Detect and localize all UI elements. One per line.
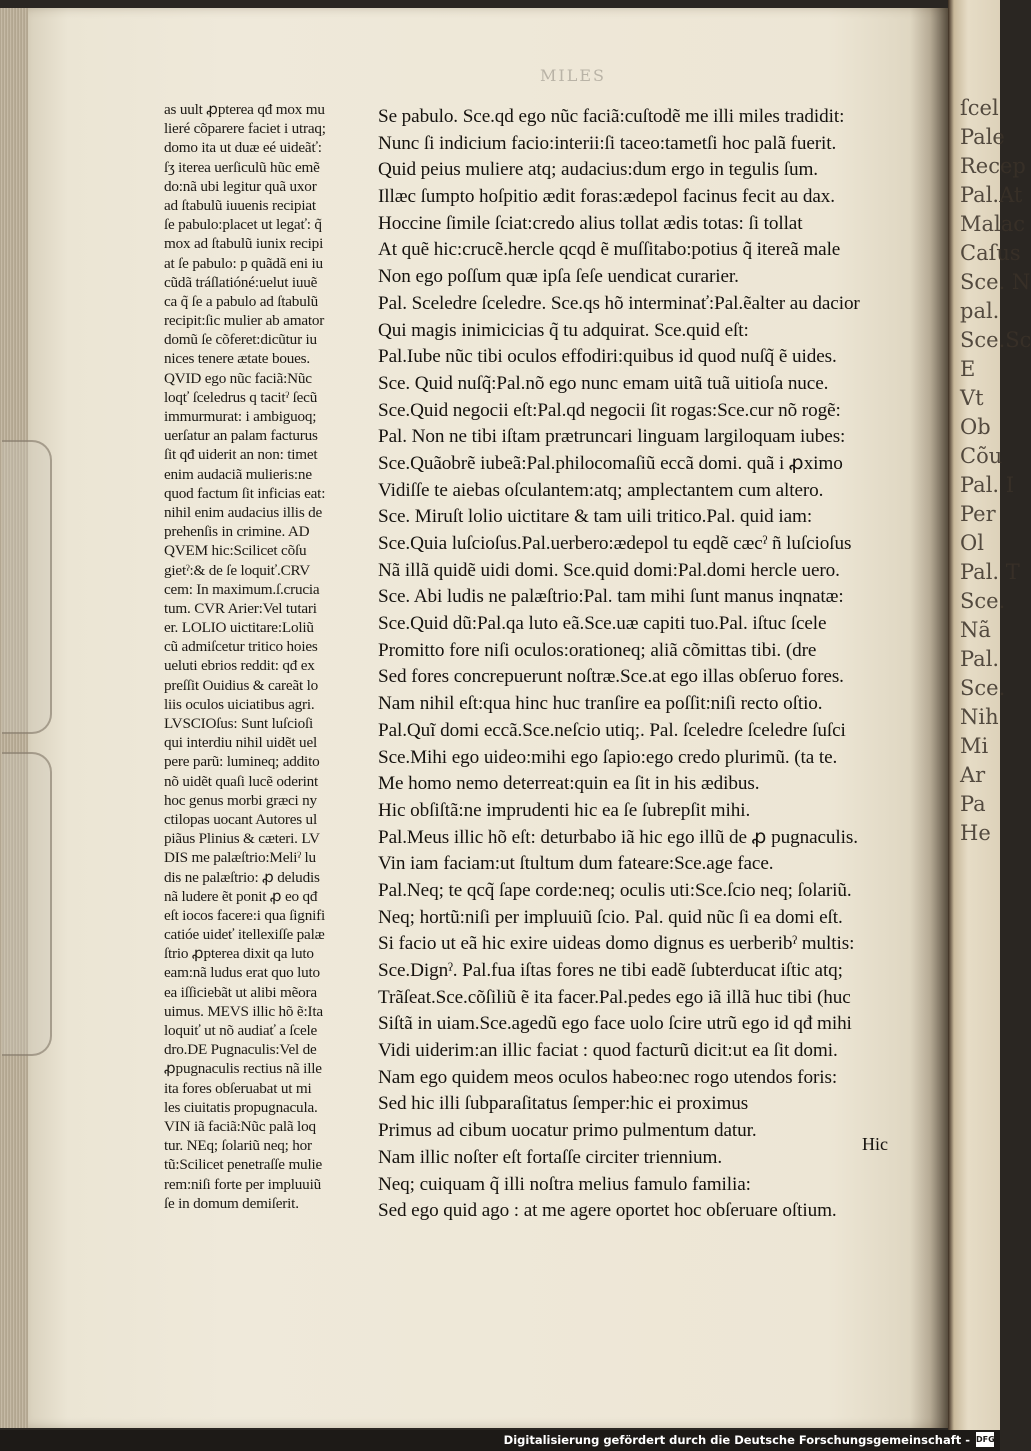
text-line: Sce.Quia luſcioſus.Pal.uerbero:ædepol tu eqdẽ cæcˀ ñ luſcioſus xyxy=(378,533,852,554)
text-line: Qui magis inimicicias q̃ tu adquirat. Sce.quid eſt: xyxy=(378,319,749,341)
facing-page-line: Pal.At xyxy=(960,183,1023,207)
text-line: Sce. Quid nuſq̃:Pal.nõ ego nunc emam uitã tuã uitioſa nuce. xyxy=(378,372,829,394)
facing-page-line: Per xyxy=(960,502,996,526)
commentary-line: ſʒ iterea uerſiculũ hũc emẽ xyxy=(164,158,320,176)
facing-page-line: Sce. N xyxy=(960,270,1031,294)
facing-page-line: Ob xyxy=(960,415,991,439)
text-line: Vidi uiderim:an illic faciat : quod facturũ dicit:ut ea ſit domi. xyxy=(378,1040,838,1062)
commentary-line: ueluti ebrios reddit: qđ ex xyxy=(164,657,315,675)
commentary-line: ꝓpugnaculis rectius nã ille xyxy=(164,1060,322,1078)
text-line: Nam illic noſter eſt fortaſſe circiter triennium. xyxy=(378,1146,723,1168)
commentary-line: lieré cõparere faciet i utraq; xyxy=(164,120,326,138)
facing-page-line: Pal. I xyxy=(960,473,1015,497)
commentary-line: immurmurat: i ambiguoq; xyxy=(164,408,317,425)
facing-page-line: He xyxy=(960,821,991,845)
text-line: Sce.Quid negocii eſt:Pal.qd negocii ſit rogas:Sce.cur nõ rogẽ: xyxy=(378,399,841,421)
facing-page-line: Sce.Sc xyxy=(960,328,1031,352)
facing-page-line: Nã xyxy=(960,618,991,642)
commentary-line: at ſe pabulo: p quãdã eni iu xyxy=(164,254,323,272)
text-line: Illæc ſumpto hoſpitio ædit foras:ædepol facinus fecit au dax. xyxy=(378,186,835,208)
facing-page-line: E xyxy=(960,357,976,381)
text-line: Neq; hortũ:niſi per impluuiũ ſcio. Pal. quid nũc ſi ea domi eſt. xyxy=(378,906,843,928)
commentary-line: piãus Plinius & cæteri. LV xyxy=(164,830,320,848)
commentary-line: tur. NEq; ſolariũ neq; hor xyxy=(164,1137,312,1155)
commentary-line: dro.DE Pugnaculis:Vel de xyxy=(164,1041,317,1059)
commentary-line: rem:niſi forte per impluuiũ xyxy=(164,1175,321,1193)
commentary-line: QVEM hic:Scilicet cõſu xyxy=(164,542,307,560)
text-line: Pal.Quĩ domi eccã.Sce.neſcio utiq;. Pal. ſceledre ſceledre ſuſci xyxy=(378,719,846,741)
text-line: Se pabulo. Sce.qd ego nũc faciã:cuſtodẽ me illi miles tradidit: xyxy=(378,106,845,127)
text-line: Sed fores concrepuerunt noſtræ.Sce.at ego illas obſeruo fores. xyxy=(378,666,844,688)
commentary-line: enim audaciã mulieris:ne xyxy=(164,465,312,483)
commentary-line: nices tenere ætate boues. xyxy=(164,350,310,368)
facing-page-line: Pal. xyxy=(960,647,1000,671)
commentary-line: VIN iã faciã:Nũc palã loq xyxy=(164,1117,316,1135)
commentary-line: do:nã ubi legitur quã uxor xyxy=(164,177,317,195)
text-line: Pal. Non ne tibi iſtam prætruncari linguam largiloquam iubes: xyxy=(378,426,846,448)
commentary-line: pere parũ: lumineq; addito xyxy=(164,753,320,771)
commentary-line: hoc genus morbi græci ny xyxy=(164,791,317,809)
commentary-line: liis oculos uiciatibus agri. xyxy=(164,695,315,713)
dfg-logo-icon: DFG xyxy=(976,1432,994,1447)
commentary-line: ſtrio ꝓpterea dixit qa luto xyxy=(164,945,314,963)
text-line: Sce.Quid dũ:Pal.qa luto eã.Sce.uæ capiti tuo.Pal. iſtuc ſcele xyxy=(378,613,827,635)
text-line: Trãſeat.Sce.cõſiliũ ẽ ita facer.Pal.pedes ego iã illã huc tibi (huc xyxy=(378,986,851,1008)
footer-bar xyxy=(0,1430,1000,1451)
facing-page-line: ſcel xyxy=(960,96,999,120)
text-line: Sce. Abi ludis ne palæſtrio:Pal. tam mihi ſunt manus inqnatæ: xyxy=(378,586,844,608)
commentary-line: QVID ego nũc faciã:Nũc xyxy=(164,369,312,387)
text-line: Si facio ut eã hic exire uideas domo dignus es uerberibˀ multis: xyxy=(378,933,855,955)
commentary-line: cũ admiſcetur tritico hoies xyxy=(164,638,318,656)
text-line: Me homo nemo deterreat:quin ea ſit in his ædibus. xyxy=(378,773,760,795)
clip-mark xyxy=(2,752,52,1056)
commentary-line: qui interdiu nihil uidẽt uel xyxy=(164,734,318,752)
commentary-line: uimus. MEVS illic hõ ẽ:Ita xyxy=(164,1002,323,1020)
commentary-line: DIS me palæſtrio:Meliˀ lu xyxy=(164,849,316,867)
facing-page-line: Cõu xyxy=(960,444,1003,468)
text-line: Nã illã quidẽ uidi domi. Sce.quid domi:Pal.domi hercle uero. xyxy=(378,559,840,581)
text-line: At quẽ hic:crucẽ.hercle qcqd ẽ muſſitabo:potius q̃ itereã male xyxy=(378,239,841,261)
text-line: Pal.Neq; te qcq̃ ſape corde:neq; oculis uti:Sce.ſcio neq; ſolariũ. xyxy=(378,879,852,901)
commentary-line: prehenſis in crimine. AD xyxy=(164,523,310,541)
text-line: Vidiſſe te aiebas oſculantem:atq; amplectantem cum altero. xyxy=(378,479,824,501)
facing-page-line: Recep xyxy=(960,154,1026,178)
text-line: Non ego poſſum quæ ipſa ſeſe uendicat curarier. xyxy=(378,266,739,288)
commentary-line: loquiť ut nõ audiať a ſcele xyxy=(164,1022,318,1039)
footer-credit: Digitalisierung gefördert durch die Deutsche Forschungsgemeinschaft - xyxy=(503,1433,970,1447)
facing-page-line: Ar xyxy=(960,763,986,787)
text-line: Promitto fore niſi oculos:orationeq; aliã cõmittas tibi. (dre xyxy=(378,639,817,661)
commentary-line: as uult ꝓpterea qđ mox mu xyxy=(164,101,325,118)
commentary-line: mox ad ſtabulũ iunix recipi xyxy=(164,235,324,253)
commentary-line: cũdã tráſlatióné:uelut iuuẽ xyxy=(164,273,318,291)
facing-page-line: pal. xyxy=(960,299,1000,323)
facing-page-line: Pal. T xyxy=(960,560,1020,584)
facing-page-line: Vt xyxy=(960,386,984,410)
commentary-line: uerſatur an palam facturus xyxy=(164,427,318,445)
commentary-line: domũ ſe cõferet:dicũtur iu xyxy=(164,331,317,349)
text-line: Primus ad cibum uocatur primo pulmentum datur. xyxy=(378,1120,757,1142)
text-line: Sed hic illi ſubparaſitatus ſemper:hic ei proximus xyxy=(378,1093,749,1115)
facing-page xyxy=(948,0,1031,1430)
commentary-line: nõ uidẽt quaſi lucẽ oderint xyxy=(164,772,319,790)
text-line: Neq; cuiquam q̃ illi noſtra melius famulo familia: xyxy=(378,1173,751,1195)
text-line: Sce.Mihi ego uideo:mihi ego ſapio:ego credo plurimũ. (ta te. xyxy=(378,746,838,768)
commentary-line: ca q̃ ſe a pabulo ad ſtabulũ xyxy=(164,292,319,310)
text-line: Pal.Iube nũc tibi oculos effodiri:quibus id quod nuſq̃ ẽ uides. xyxy=(378,346,837,368)
commentary-line: er. LOLIO uictitare:Loliũ xyxy=(164,619,314,637)
text-line: Pal.Meus illic hõ eſt: deturbabo iã hic ego illũ de ꝓ pugnaculis. xyxy=(378,826,858,848)
commentary-line: tũ:Scilicet penetraſſe mulie xyxy=(164,1156,323,1174)
text-line: Pal. Sceledre ſceledre. Sce.qs hõ interminať:Pal.ẽalter au dacior xyxy=(378,292,860,314)
commentary-line: eam:nã ludus erat quo luto xyxy=(164,964,320,982)
commentary-line: catióe uideť itellexiſſe palæ xyxy=(164,926,325,944)
commentary-line: cem: In maximum.ſ.crucia xyxy=(164,580,320,598)
text-line: Quid peius muliere atq; audacius:dum ergo in tegulis ſum. xyxy=(378,159,818,181)
text-line: Sce. Miruſt lolio uictitare & tam uili tritico.Pal. quid iam: xyxy=(378,506,813,528)
main-text-column xyxy=(378,104,918,1225)
commentary-line: ſe in domum demiſerit. xyxy=(164,1194,299,1212)
commentary-line: eſt iocos facere:i qua ſignifi xyxy=(164,906,325,924)
commentary-line: quod factum ſit inficias eat: xyxy=(164,484,326,502)
facing-page-line: Malac xyxy=(960,212,1026,236)
text-line: Nam ego quidem meos oculos habeo:nec rogo utendos foris: xyxy=(378,1066,838,1088)
commentary-line: nihil enim audacius illis de xyxy=(164,503,323,521)
commentary-line: ita fores obſeruabat ut mi xyxy=(164,1079,312,1097)
facing-page-line: Pale xyxy=(960,125,1005,149)
facing-page-line: Mi xyxy=(960,734,989,758)
commentary-line: ad ſtabulũ iuuenis recipiat xyxy=(164,196,316,214)
commentary-line: LVSCIOſus: Sunt luſcioſi xyxy=(164,715,314,732)
text-line: Sed ego quid ago : at me agere oportet hoc obſeruare oſtium. xyxy=(378,1200,837,1222)
facing-page-line: Sce. xyxy=(960,589,1006,613)
facing-page-line: Sce. xyxy=(960,676,1006,700)
text-line: Sce.Dignˀ. Pal.fua iſtas fores ne tibi eadẽ ſubterducat iſtic atq; xyxy=(378,960,843,981)
commentary-line: ea iſſiciebãt ut alibi mẽora xyxy=(164,983,317,1001)
text-line: Nam nihil eſt:qua hinc huc tranſire ea poſſit:niſi recto oſtio. xyxy=(378,693,823,715)
catchword: Hic xyxy=(862,1134,888,1154)
facing-page-line: Nih xyxy=(960,705,999,729)
commentary-line: nã ludere ẽt ponit ꝓ eo qđ xyxy=(164,887,318,905)
commentary-column xyxy=(164,100,374,1213)
commentary-line: loqť ſceledrus q tacitˀ ſecũ xyxy=(164,388,318,406)
text-line: Hoccine ſimile ſciat:credo alius tollat ædis totas: ſi tollat xyxy=(378,212,803,234)
commentary-line: tum. CVR Arier:Vel tutari xyxy=(164,599,317,617)
commentary-line: preſſit Ouidius & careãt lo xyxy=(164,676,319,694)
commentary-line: dis ne palæſtrio: ꝓ deludis xyxy=(164,868,320,886)
clip-mark xyxy=(2,440,52,734)
commentary-line: ſit qđ uiderit an non: timet xyxy=(164,446,318,464)
text-line: Nunc ſi indicium facio:interii:ſi taceo:tametſi hoc palã fuerit. xyxy=(378,132,837,154)
text-line: Hic obſiſtã:ne imprudenti hic ea ſe ſubrepſit mihi. xyxy=(378,799,751,821)
commentary-line: gietˀ:& de ſe loquiť.CRV xyxy=(164,561,310,579)
commentary-line: les ciuitatis propugnacula. xyxy=(164,1098,318,1116)
running-head: MILES xyxy=(540,66,606,85)
commentary-line: ctilopas uocant Autores ul xyxy=(164,810,317,828)
facing-page-line: Ol xyxy=(960,531,984,555)
commentary-line: domo ita ut duæ eé uideãť: xyxy=(164,139,322,157)
commentary-line: recipit:ſic mulier ab amator xyxy=(164,312,325,330)
text-line: Sce.Quãobrẽ iubeã:Pal.philocomaſiũ eccã domi. quã i ꝓximo xyxy=(378,452,843,474)
text-line: Vin iam faciam:ut ſtultum dum fateare:Sce.age face. xyxy=(378,853,774,875)
text-line: Siſtã in uiam.Sce.agedũ ego face uolo ſcire utrũ ego id qđ mihi xyxy=(378,1013,852,1035)
facing-page-line: Caſus xyxy=(960,241,1021,265)
commentary-line: ſe pabulo:placet ut legať: q̃ xyxy=(164,216,322,234)
facing-page-line: Pa xyxy=(960,792,986,816)
